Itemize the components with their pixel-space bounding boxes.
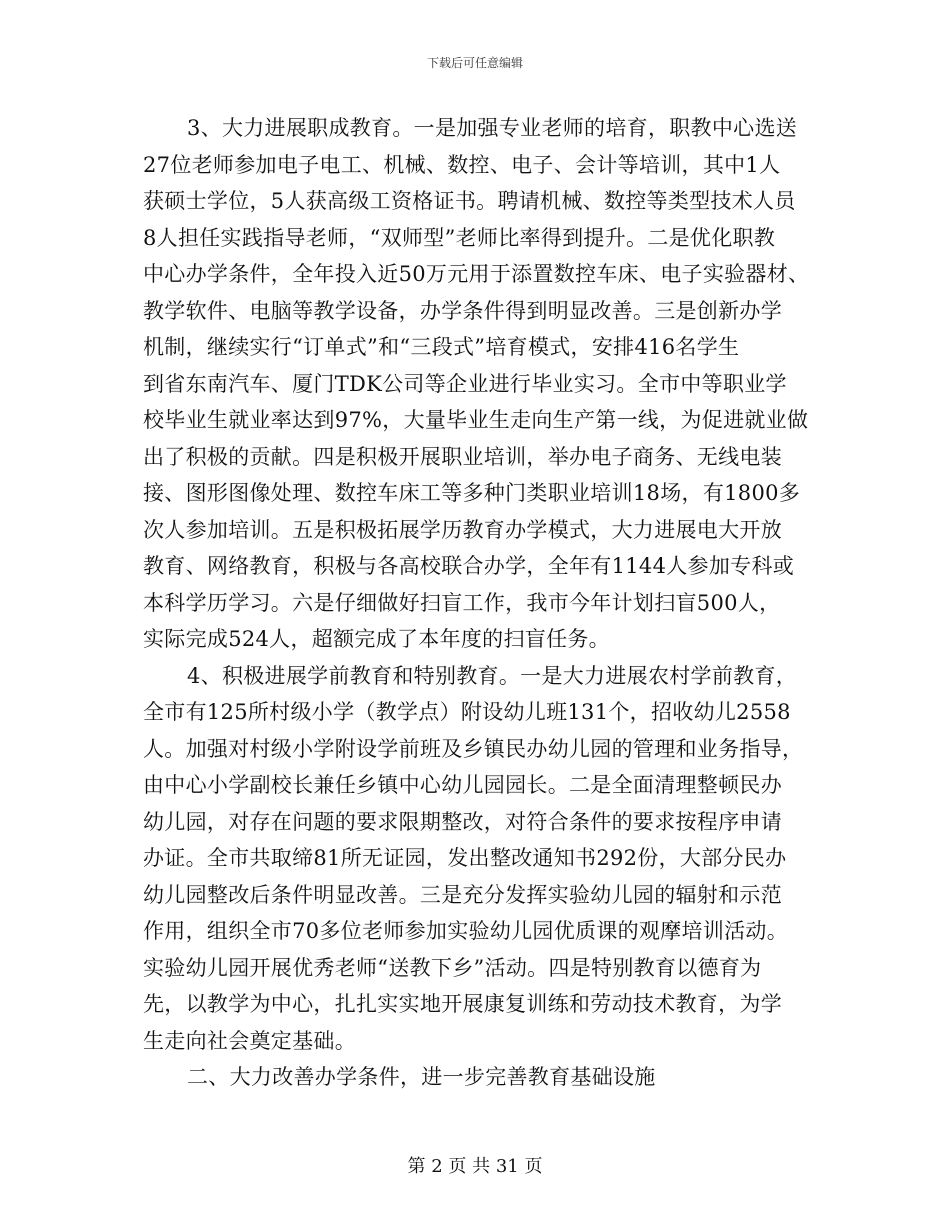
- text-line: 教学软件、电脑等教学设备，办学条件得到明显改善。三是创新办学: [143, 298, 782, 323]
- text-line: 二、大力改善办学条件，进一步完善教育基础设施: [187, 1065, 656, 1089]
- text-line: 幼儿园，对存在问题的要求限期整改，对符合条件的要求按程序申请: [143, 809, 782, 834]
- text-line: 获硕士学位，5人获高级工资格证书。聘请机械、数控等类型技术人员: [143, 189, 796, 213]
- text-line: 4、积极进展学前教育和特别教育。一是大力进展农村学前教育，: [187, 663, 798, 688]
- text-line: 人。加强对村级小学附设学前班及乡镇民办幼儿园的管理和业务指导，: [143, 736, 804, 761]
- text-line: 全市有125所村级小学（教学点）附设幼儿班131个，招收幼儿2558: [143, 700, 791, 724]
- text-line: 到省东南汽车、厦门TDK公司等企业进行毕业实习。全市中等职业学: [143, 371, 787, 396]
- document-body: [143, 110, 815, 1096]
- text-line: 次人参加培训。五是积极拓展学历教育办学模式，大力进展电大开放: [143, 517, 782, 542]
- text-line: 教育、网络教育，积极与各高校联合办学，全年有1144人参加专科或: [143, 554, 795, 578]
- text-line: 生走向社会奠定基础。: [143, 1028, 356, 1053]
- text-line: 3、大力进展职成教育。一是加强专业老师的培育，职教中心选送: [187, 116, 798, 140]
- text-line: 实际完成524人，超额完成了本年度的扫盲任务。: [143, 627, 610, 651]
- page-footer: 第 2 页 共 31 页: [407, 1156, 543, 1177]
- text-line: 作用，组织全市70多位老师参加实验幼儿园优质课的观摩培训活动。: [143, 919, 789, 943]
- text-line: 先，以教学为中心，扎扎实实地开展康复训练和劳动技术教育，为学: [143, 992, 782, 1016]
- text-line: 办证。全市共取缔81所无证园，发出整改通知书292份，大部分民办: [143, 846, 787, 870]
- text-line: 8人担任实践指导老师，“双师型”老师比率得到提升。二是优化职教: [143, 225, 776, 250]
- text-line: 由中心小学副校长兼任乡镇中心幼儿园园长。二是全面清理整顿民办: [143, 773, 782, 797]
- text-line: 实验幼儿园开展优秀老师“送教下乡”活动。四是特别教育以德育为: [143, 955, 762, 980]
- text-line: 校毕业生就业率达到97%，大量毕业生走向生产第一线，为促进就业做: [143, 408, 809, 432]
- text-line: 本科学历学习。六是仔细做好扫盲工作，我市今年计划扫盲500人，: [143, 590, 781, 615]
- text-line: 27位老师参加电子电工、机械、数控、电子、会计等培训，其中1人: [143, 152, 781, 177]
- page-header: 下载后可任意编辑: [426, 56, 523, 70]
- text-line: 出了积极的贡献。四是积极开展职业培训，举办电子商务、无线电装: [143, 444, 782, 469]
- text-line: 中心办学条件，全年投入近50万元用于添置数控车床、电子实验器材、: [143, 262, 810, 286]
- text-line: 幼儿园整改后条件明显改善。三是充分发挥实验幼儿园的辐射和示范: [143, 882, 782, 907]
- text-line: 机制，继续实行“订单式”和“三段式”培育模式，安排416名学生: [143, 335, 740, 359]
- text-line: 接、图形图像处理、数控车床工等多种门类职业培训18场，有1800多: [143, 481, 801, 505]
